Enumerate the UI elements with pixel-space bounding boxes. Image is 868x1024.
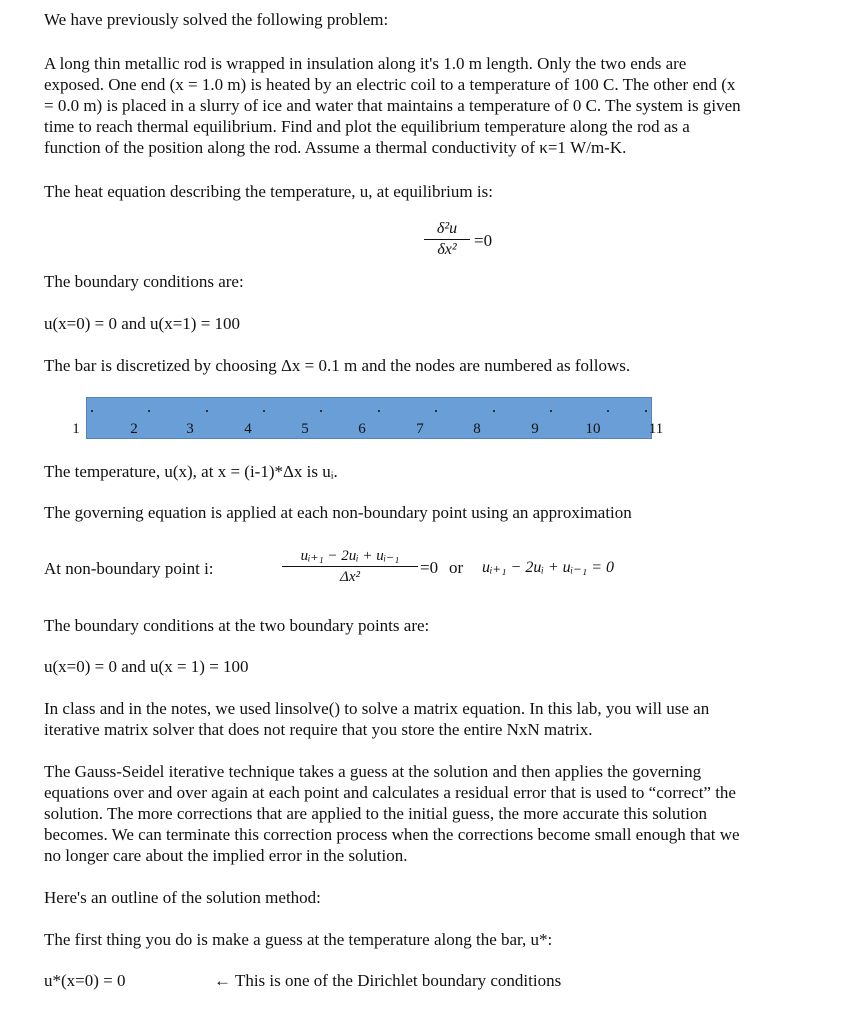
heat-eq-rhs: =0 bbox=[474, 231, 493, 250]
node-label: 4 bbox=[244, 421, 252, 437]
node-label: 7 bbox=[416, 421, 424, 437]
approx-or: or bbox=[449, 558, 464, 577]
node-dot bbox=[493, 410, 495, 412]
approx-equation bbox=[282, 547, 418, 586]
ustar-line: u*(x=0) = 0 bbox=[44, 971, 126, 990]
approx-rhs: =0 bbox=[420, 558, 439, 577]
node-dot bbox=[206, 410, 208, 412]
heat-eq-intro: The heat equation describing the temperature, u, at equilibrium is: bbox=[44, 182, 493, 201]
rod-bar bbox=[86, 397, 652, 439]
linsolve-paragraph bbox=[44, 698, 834, 740]
node-dot bbox=[320, 410, 322, 412]
heat-eq-denominator: δx² bbox=[437, 241, 457, 258]
node-dot bbox=[435, 410, 437, 412]
approx-alt-equation: uᵢ₊₁ − 2uᵢ + uᵢ₋₁ = 0 bbox=[482, 559, 614, 576]
node-label: 1 bbox=[72, 421, 80, 437]
bc2-line: u(x=0) = 0 and u(x = 1) = 100 bbox=[44, 657, 249, 676]
ustar-note: ← This is one of the Dirichlet boundary conditions bbox=[214, 971, 562, 990]
problem-line: exposed. One end (x = 1.0 m) is heated by an electric coil to a temperature of 100 C. The other end (x bbox=[44, 75, 736, 94]
node-label: 5 bbox=[301, 421, 309, 437]
governing-text: The governing equation is applied at each non-boundary point using an approximation bbox=[44, 503, 632, 522]
discretize-text: The bar is discretized by choosing Δx = 0.1 m and the nodes are numbered as follows. bbox=[44, 356, 631, 375]
gs-line: equations over and over again at each point and calculates a residual error that is used to “correct” the bbox=[44, 783, 736, 802]
gs-line: The Gauss-Seidel iterative technique takes a guess at the solution and then applies the governing bbox=[44, 762, 702, 781]
node-label: 3 bbox=[186, 421, 194, 437]
problem-line: function of the position along the rod. Assume a thermal conductivity of κ=1 W/m-K. bbox=[44, 138, 627, 157]
node-label: 2 bbox=[130, 421, 138, 437]
approx-denominator: Δx² bbox=[340, 569, 360, 585]
node-dot bbox=[91, 410, 93, 412]
linsolve-line: iterative matrix solver that does not require that you store the entire NxN matrix. bbox=[44, 720, 593, 739]
gs-line: solution. The more corrections that are applied to the initial guess, the more accurate this solution bbox=[44, 804, 707, 823]
node-dot bbox=[645, 410, 647, 412]
bc-intro: The boundary conditions are: bbox=[44, 272, 244, 291]
approx-numerator: uᵢ₊₁ − 2uᵢ + uᵢ₋₁ bbox=[300, 548, 400, 564]
node-dot bbox=[263, 410, 265, 412]
first-thing-text: The first thing you do is make a guess at the temperature along the bar, u*: bbox=[44, 930, 553, 949]
fraction-bar bbox=[282, 566, 418, 567]
bc-line: u(x=0) = 0 and u(x=1) = 100 bbox=[44, 314, 241, 333]
heat-equation bbox=[424, 220, 470, 259]
node-dot bbox=[378, 410, 380, 412]
node-label: 9 bbox=[531, 421, 539, 437]
outline-text: Here's an outline of the solution method: bbox=[44, 888, 321, 907]
problem-line: = 0.0 m) is placed in a slurry of ice and water that maintains a temperature of 0 C. The system is given bbox=[44, 96, 741, 115]
problem-paragraph bbox=[44, 53, 834, 158]
linsolve-line: In class and in the notes, we used linsolve() to solve a matrix equation. In this lab, you will use an bbox=[44, 699, 710, 718]
heat-eq-numerator: δ²u bbox=[436, 220, 458, 237]
node-label: 8 bbox=[473, 421, 481, 437]
bc2-intro: The boundary conditions at the two boundary points are: bbox=[44, 616, 430, 635]
temp-definition: The temperature, u(x), at x = (i-1)*Δx is uᵢ. bbox=[44, 462, 338, 481]
node-label: 10 bbox=[585, 421, 601, 437]
intro-text: We have previously solved the following problem: bbox=[44, 10, 389, 29]
gauss-seidel-paragraph bbox=[44, 761, 834, 866]
problem-line: time to reach thermal equilibrium. Find and plot the equilibrium temperature along the rod as a bbox=[44, 117, 690, 136]
node-dot bbox=[550, 410, 552, 412]
problem-line: A long thin metallic rod is wrapped in insulation along it's 1.0 m length. Only the two ends are bbox=[44, 54, 687, 73]
node-dot bbox=[148, 410, 150, 412]
gs-line: no longer care about the implied error in the solution. bbox=[44, 846, 408, 865]
nonboundary-label: At non-boundary point i: bbox=[44, 559, 214, 578]
node-label: 11 bbox=[648, 421, 664, 437]
node-label: 6 bbox=[358, 421, 366, 437]
gs-line: becomes. We can terminate this correction process when the corrections become small enough that we bbox=[44, 825, 740, 844]
node-dot bbox=[607, 410, 609, 412]
fraction-bar bbox=[424, 239, 470, 240]
